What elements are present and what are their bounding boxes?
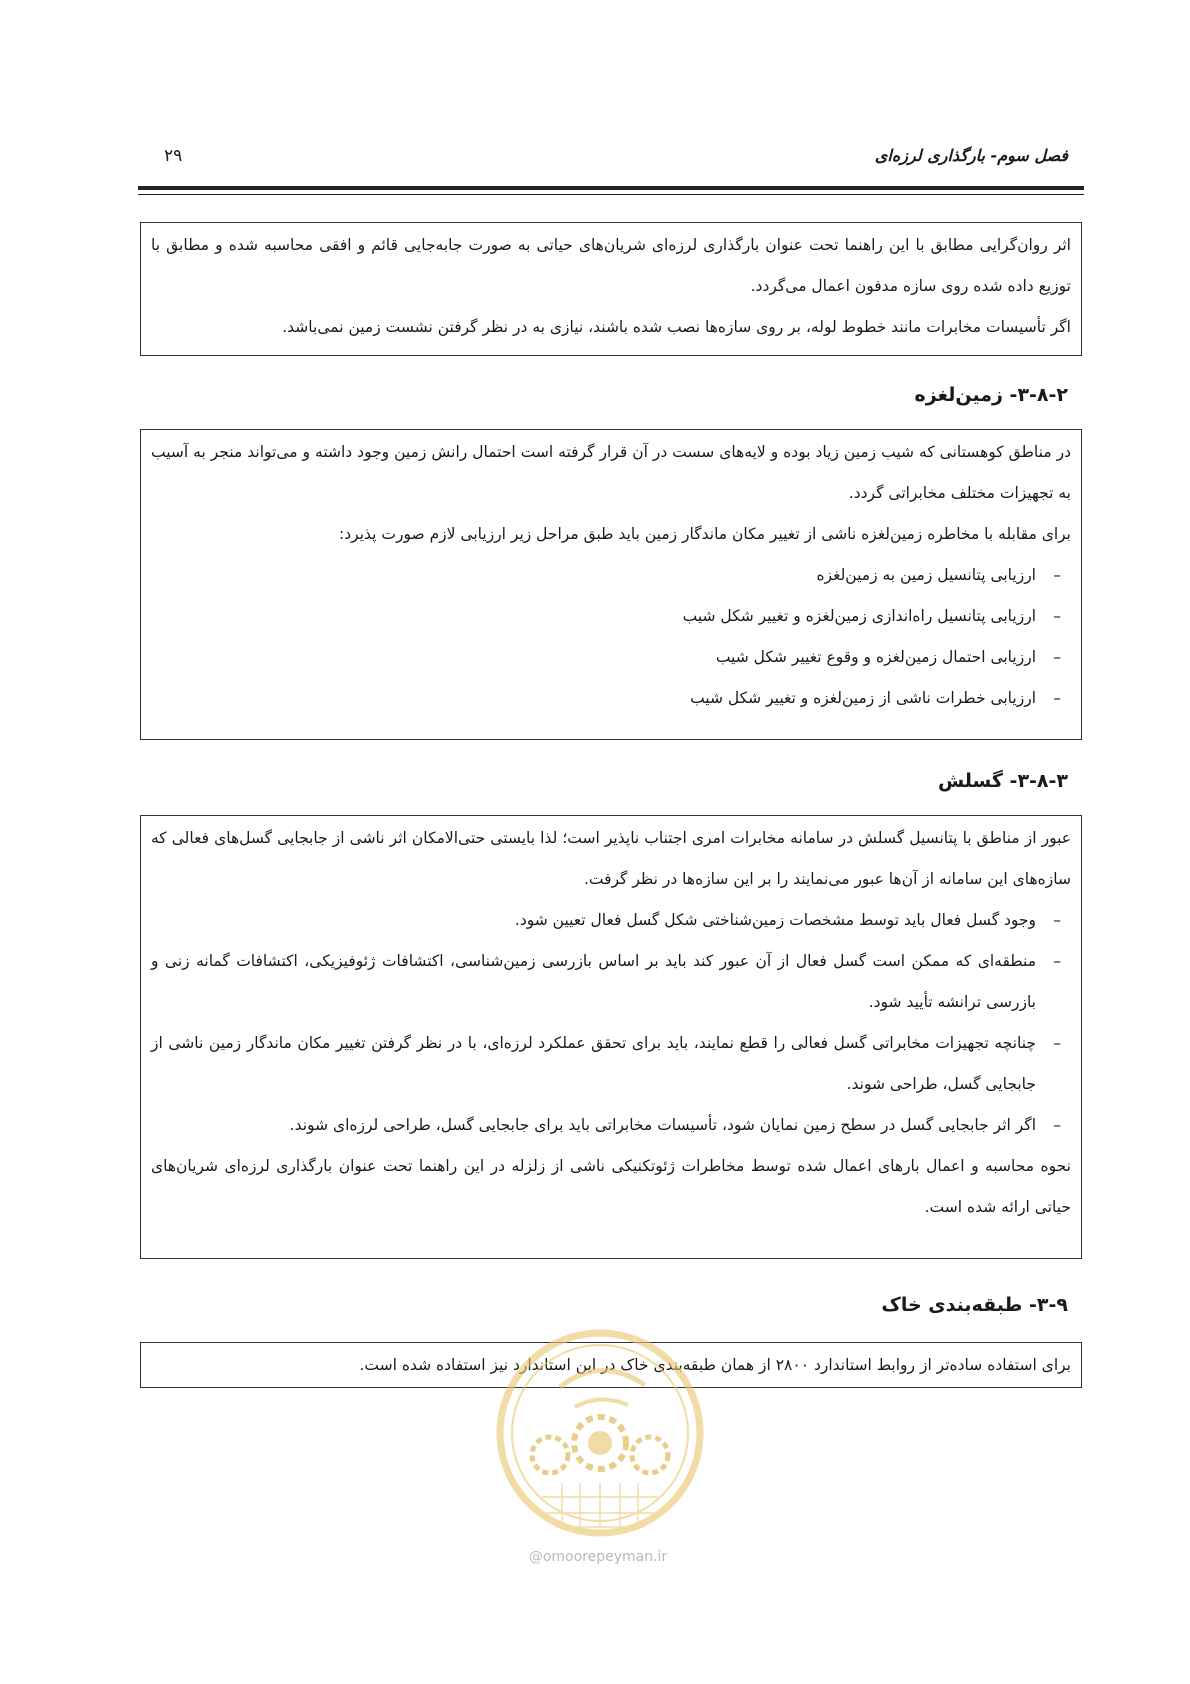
- list-item: [151, 637, 1071, 678]
- list-item-text: چنانچه تجهیزات مخابراتی گسل فعالی را قطع نمایند، باید برای تحقق عملکرد لرزه‌ای، با در نظر گرفتن تغییر مکان ماندگار زمین ناشی از جابجایی گسل، طراحی شوند.: [151, 1034, 1036, 1093]
- list-item: [151, 1023, 1071, 1105]
- watermark-seal: [480, 1315, 720, 1585]
- intro-box: [140, 222, 1082, 356]
- section-heading-fault: ۳-۸-۳- گسلش: [937, 770, 1068, 792]
- list-item-text: اگر اثر جابجایی گسل در سطح زمین نمایان شود، تأسیسات مخابراتی باید برای جابجایی گسل، طراحی لرزه‌ای شوند.: [289, 1116, 1036, 1134]
- header-rule-thick: [138, 186, 1084, 190]
- landslide-paragraph-1: در مناطق کوهستانی که شیب زمین زیاد بوده و لایه‌های سست در آن قرار گرفته است احتمال رانش زمین وجود داشته و می‌تواند منجر به آسیب به تجهیزات مختلف مخابراتی گردد.: [151, 443, 1071, 502]
- intro-paragraph-1: اثر روان‌گرایی مطابق با این راهنما تحت عنوان بارگذاری لرزه‌ای شریان‌های حیاتی به صورت جابه‌جایی قائم و افقی محاسبه شده و مطابق با توزیع داده شده روی سازه مدفون اعمال می‌گردد.: [151, 236, 1071, 295]
- section-heading-landslide: ۳-۸-۲- زمین‌لغزه: [914, 384, 1068, 406]
- landslide-list: [151, 555, 1071, 719]
- list-item-text: ارزیابی پتانسیل راه‌اندازی زمین‌لغزه و تغییر شکل شیب: [682, 607, 1036, 625]
- dash-bullet: –: [1053, 648, 1061, 666]
- landslide-box: [140, 429, 1082, 740]
- intro-paragraph-2: اگر تأسیسات مخابرات مانند خطوط لوله، بر روی سازه‌ها نصب شده باشند، نیازی به در نظر گرفتن نشست زمین نمی‌باشد.: [282, 318, 1071, 336]
- dash-bullet: –: [1053, 566, 1061, 584]
- dash-bullet: –: [1053, 1116, 1061, 1134]
- fault-intro: عبور از مناطق با پتانسیل گسلش در سامانه مخابرات امری اجتناب ناپذیر است؛ لذا بایستی حتی‌الامکان اثر ناشی از جابجایی گسل‌های فعالی که سازه‌های این سامانه از آن‌ها عبور می‌نمایند را بر این سازه‌ها در نظر گرفت.: [151, 829, 1071, 888]
- dash-bullet: –: [1053, 911, 1061, 929]
- list-item-text: وجود گسل فعال باید توسط مشخصات زمین‌شناختی شکل گسل فعال تعیین شود.: [514, 911, 1036, 929]
- fault-closing: نحوه محاسبه و اعمال بارهای اعمال شده توسط مخاطرات ژئوتکنیکی ناشی از زلزله در این راهنما تحت عنوان بارگذاری لرزه‌ای شریان‌های حیاتی ارائه شده است.: [151, 1157, 1071, 1216]
- list-item: [151, 596, 1071, 637]
- list-item-text: ارزیابی خطرات ناشی از زمین‌لغزه و تغییر شکل شیب: [690, 689, 1036, 707]
- seal-emblem-icon: [500, 1333, 700, 1533]
- chapter-title: فصل سوم- بارگذاری لرزه‌ای: [874, 146, 1068, 165]
- section-heading-soil: ۳-۹- طبقه‌بندی خاک: [881, 1294, 1068, 1316]
- fault-box: [140, 815, 1082, 1259]
- list-item: [151, 555, 1071, 596]
- watermark-url: @omoorepeyman.ir: [528, 1549, 668, 1565]
- list-item: [151, 1105, 1071, 1146]
- dash-bullet: –: [1053, 607, 1061, 625]
- dash-bullet: –: [1053, 952, 1061, 970]
- page-number: ۲۹: [164, 146, 183, 166]
- list-item-text: ارزیابی احتمال زمین‌لغزه و وقوع تغییر شکل شیب: [715, 648, 1036, 666]
- dash-bullet: –: [1053, 1034, 1061, 1052]
- soil-text: برای استفاده ساده‌تر از روابط استاندارد ۲۸۰۰ از همان طبقه‌بندی خاک در این استاندارد نیز استفاده شده است.: [359, 1356, 1071, 1374]
- header-rule-thin: [138, 194, 1084, 195]
- list-item-text: منطقه‌ای که ممکن است گسل فعال از آن عبور کند باید بر اساس بازرسی زمین‌شناسی، اکتشافات ژئوفیزیکی، اکتشافات گمانه زنی و بازرسی ترانشه تأیید شود.: [151, 952, 1036, 1011]
- landslide-paragraph-2: برای مقابله با مخاطره زمین‌لغزه ناشی از تغییر مکان ماندگار زمین باید طبق مراحل زیر ارزیابی لازم صورت پذیرد:: [339, 525, 1071, 543]
- fault-list: [151, 900, 1071, 1146]
- dash-bullet: –: [1053, 689, 1061, 707]
- list-item: [151, 678, 1071, 719]
- list-item-text: ارزیابی پتانسیل زمین به زمین‌لغزه: [816, 566, 1036, 584]
- list-item: [151, 900, 1071, 941]
- list-item: [151, 941, 1071, 1023]
